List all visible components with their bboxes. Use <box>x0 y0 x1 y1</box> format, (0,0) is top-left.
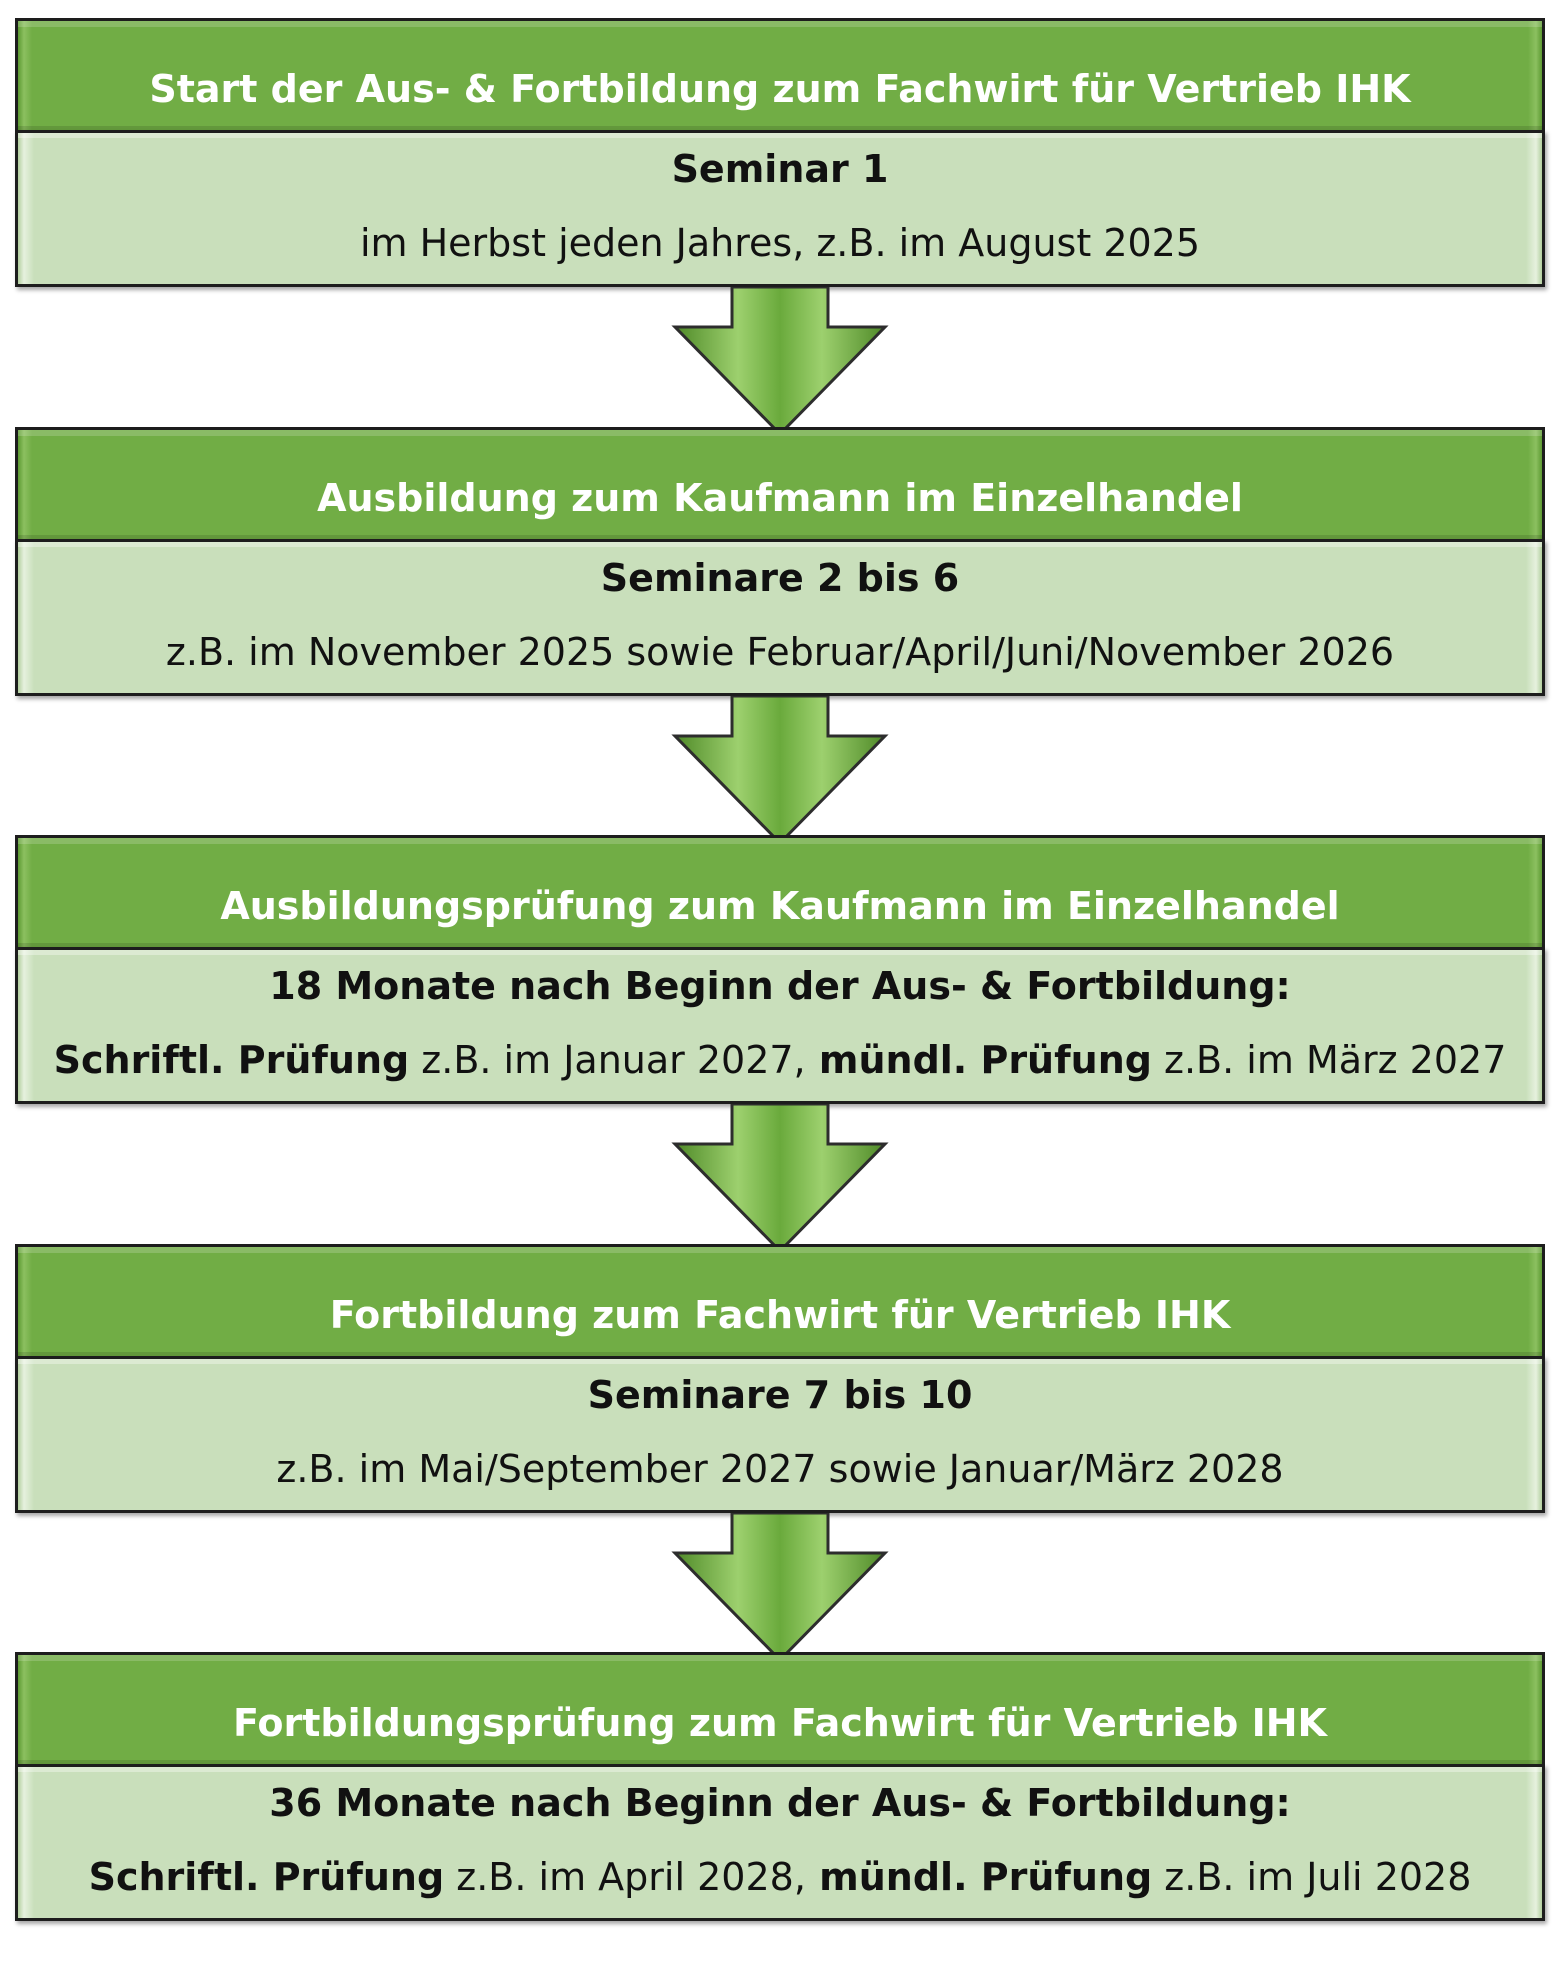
step-5-body <box>15 1764 1545 1921</box>
down-arrow-icon <box>670 1104 890 1254</box>
step-5-detail <box>18 1855 1542 1899</box>
step-2-body <box>15 539 1545 696</box>
step-1-body <box>15 130 1545 287</box>
down-arrow-icon <box>670 287 890 437</box>
step-4-detail: z.B. im Mai/September 2027 sowie Januar/März 2028 <box>276 1447 1284 1491</box>
step-5-subtitle: 36 Monate nach Beginn der Aus- & Fortbildung: <box>269 1781 1291 1825</box>
step-4-title: Fortbildung zum Fachwirt für Vertrieb IHK <box>15 1244 1545 1356</box>
step-5-oral-exam-date: z.B. im Juli 2028 <box>1152 1855 1472 1899</box>
step-3-title: Ausbildungsprüfung zum Kaufmann im Einzelhandel <box>15 835 1545 947</box>
step-3-written-exam-date: z.B. im Januar 2027, <box>409 1038 806 1082</box>
step-1-subtitle: Seminar 1 <box>671 147 889 191</box>
step-1-detail: im Herbst jeden Jahres, z.B. im August 2025 <box>359 221 1201 265</box>
step-3-subtitle: 18 Monate nach Beginn der Aus- & Fortbildung: <box>269 964 1291 1008</box>
step-4-subtitle: Seminare 7 bis 10 <box>587 1373 973 1417</box>
step-5-title: Fortbildungsprüfung zum Fachwirt für Vertrieb IHK <box>15 1652 1545 1764</box>
step-3-detail <box>18 1038 1542 1082</box>
step-3-body <box>15 947 1545 1104</box>
step-3-oral-exam-date: z.B. im März 2027 <box>1151 1038 1507 1082</box>
down-arrow-icon <box>670 1513 890 1663</box>
step-2-title: Ausbildung zum Kaufmann im Einzelhandel <box>15 427 1545 539</box>
step-2-detail: z.B. im November 2025 sowie Februar/April/Juni/November 2026 <box>165 630 1395 674</box>
step-4-body <box>15 1356 1545 1513</box>
step-3-oral-exam-label: mündl. Prüfung <box>805 1038 1152 1082</box>
step-5-oral-exam-label: mündl. Prüfung <box>805 1855 1153 1899</box>
step-5-written-exam-label: Schriftl. Prüfung <box>88 1855 445 1899</box>
step-2-subtitle: Seminare 2 bis 6 <box>600 556 960 600</box>
step-4 <box>15 1244 1545 1513</box>
step-5-written-exam-date: z.B. im April 2028, <box>444 1855 806 1899</box>
step-2 <box>15 427 1545 696</box>
step-1 <box>15 18 1545 287</box>
step-3-written-exam-label: Schriftl. Prüfung <box>53 1038 410 1082</box>
step-5 <box>15 1652 1545 1921</box>
step-3 <box>15 835 1545 1104</box>
down-arrow-icon <box>670 696 890 846</box>
step-1-title: Start der Aus- & Fortbildung zum Fachwirt für Vertrieb IHK <box>15 18 1545 130</box>
